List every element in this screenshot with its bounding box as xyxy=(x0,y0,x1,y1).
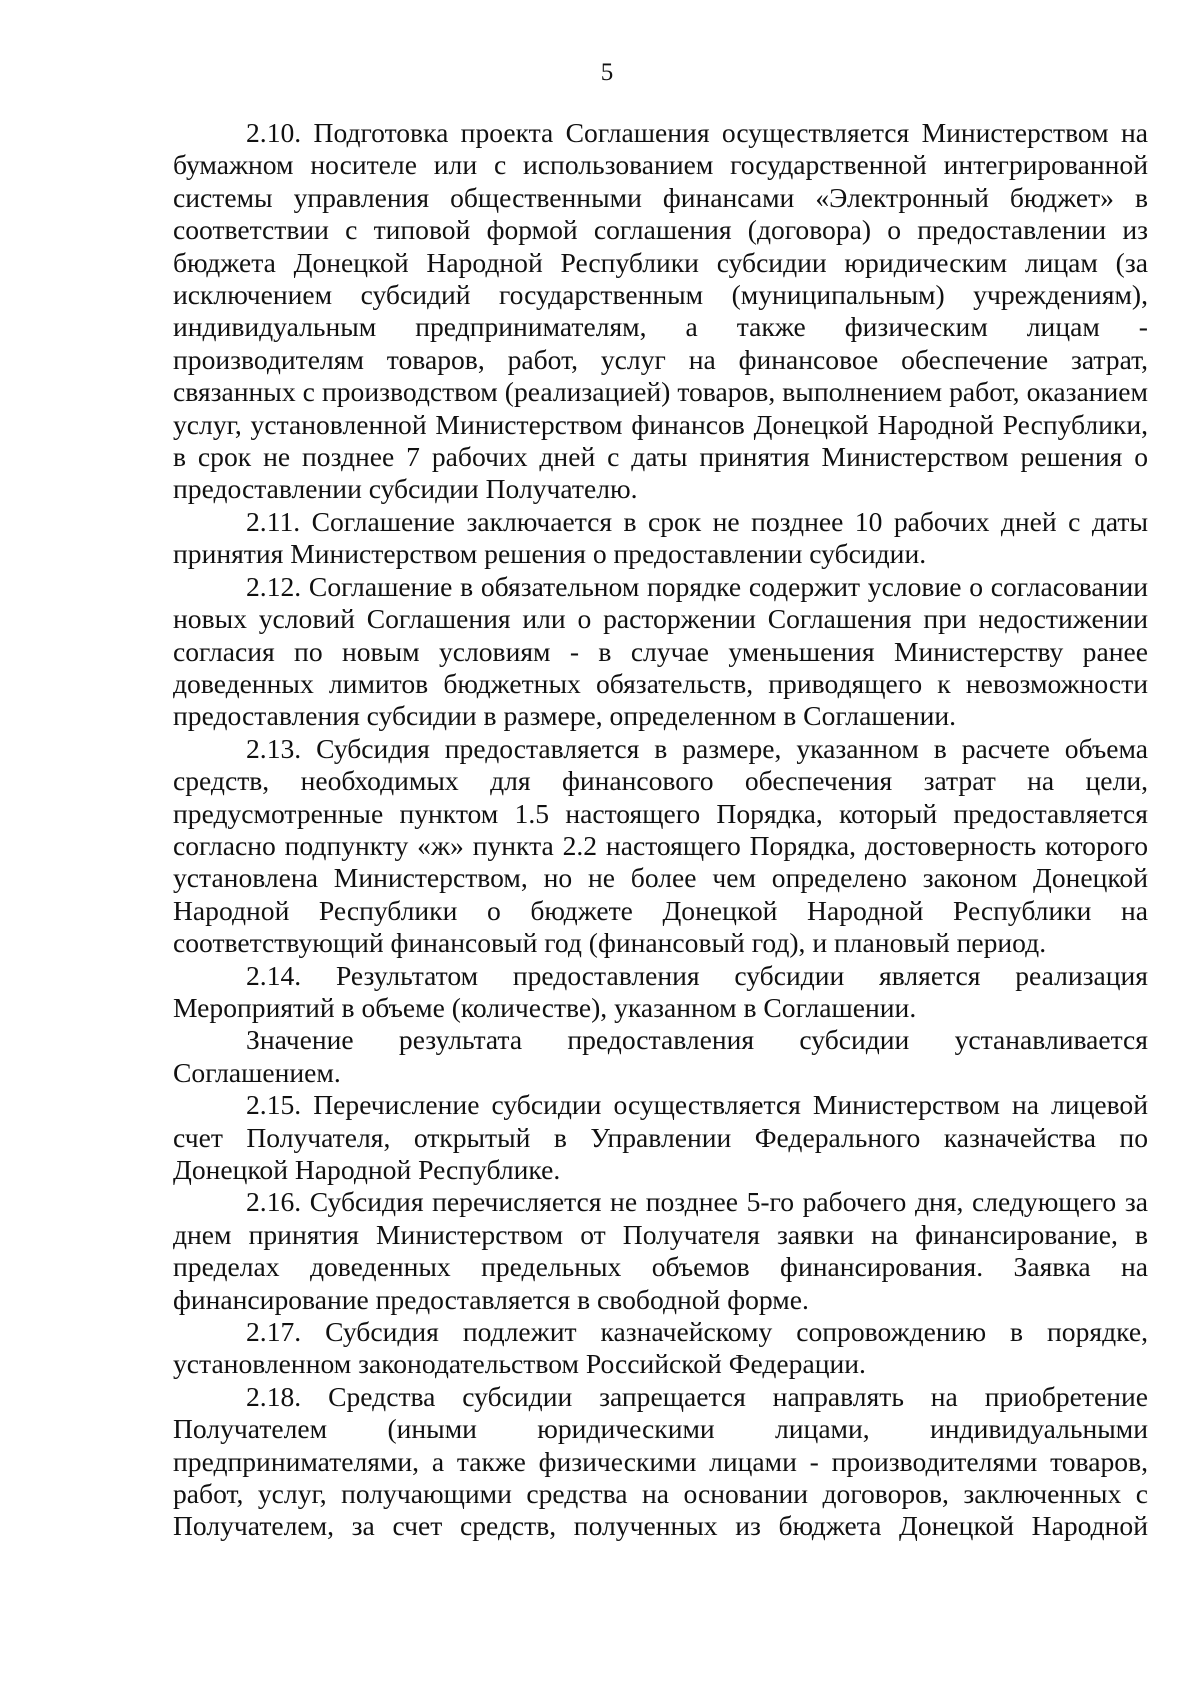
paragraph-2-18: 2.18. Средства субсидии запрещается направлять на приобретение Получателем (иными юридическими лицами, индивидуальными предпринимателями, а также физическими лицами - производителями товаров, работ, услуг, получающими средства на основании договоров, заключенных с Получателем, за счет средств, полученных из бюджета Донецкой Народной xyxy=(173,1380,1148,1542)
page-number: 5 xyxy=(600,59,614,86)
paragraph-2-10: 2.10. Подготовка проекта Соглашения осуществляется Министерством на бумажном носителе или с использованием государственной интегрированной системы управления общественными финансами «Электронный бюджет» в соответствии с типовой формой соглашения (договора) о предоставлении из бюджета Донецкой Народной Республики субсидии юридическим лицам (за исключением субсидий государственным (муниципальным) учреждениям), индивидуальным предпринимателям, а также физическим лицам - производителям товаров, работ, услуг на финансовое обеспечение затрат, связанных с производством (реализацией) товаров, выполнением работ, оказанием услуг, установленной Министерством финансов Донецкой Народной Республики, в срок не позднее 7 рабочих дней с даты принятия Министерством решения о предоставлении субсидии Получателю. xyxy=(173,117,1148,505)
paragraph-2-15: 2.15. Перечисление субсидии осуществляется Министерством на лицевой счет Получателя, открытый в Управлении Федерального казначейства по Донецкой Народной Республике. xyxy=(173,1089,1148,1185)
paragraph-2-16: 2.16. Субсидия перечисляется не позднее 5-го рабочего дня, следующего за днем принятия Министерством от Получателя заявки на финансирование, в пределах доведенных предельных объемов финансирования. Заявка на финансирование предоставляется в свободной форме. xyxy=(173,1186,1148,1315)
paragraph-2-11: 2.11. Соглашение заключается в срок не позднее 10 рабочих дней с даты принятия Министерством решения о предоставлении субсидии. xyxy=(173,505,1148,570)
paragraph-2-14: 2.14. Результатом предоставления субсидии является реализация Мероприятий в объеме (количестве), указанном в Соглашении. xyxy=(173,959,1148,1023)
paragraph-2-12: 2.12. Соглашение в обязательном порядке содержит условие о согласовании новых условий Соглашения или о расторжении Соглашения при недостижении согласия по новым условиям - в случае уменьшения Министерству ранее доведенных лимитов бюджетных обязательств, приводящего к невозможности предоставления субсидии в размере, определенном в Соглашении. xyxy=(173,570,1148,732)
paragraph-2-13: 2.13. Субсидия предоставляется в размере, указанном в расчете объема средств, необходимых для финансового обеспечения затрат на цели, предусмотренные пунктом 1.5 настоящего Порядка, который предоставляется согласно подпункту «ж» пункта 2.2 настоящего Порядка, достоверность которого установлена Министерством, но не более чем определено законом Донецкой Народной Республики о бюджете Донецкой Народной Республики на соответствующий финансовый год (финансовый год), и плановый период. xyxy=(173,732,1148,959)
paragraph-2-17: 2.17. Субсидия подлежит казначейскому сопровождению в порядке, установленном законодательством Российской Федерации. xyxy=(173,1316,1148,1380)
document-body xyxy=(173,117,1148,1543)
paragraph-result-value: Значение результата предоставления субсидии устанавливается Соглашением. xyxy=(173,1024,1148,1088)
